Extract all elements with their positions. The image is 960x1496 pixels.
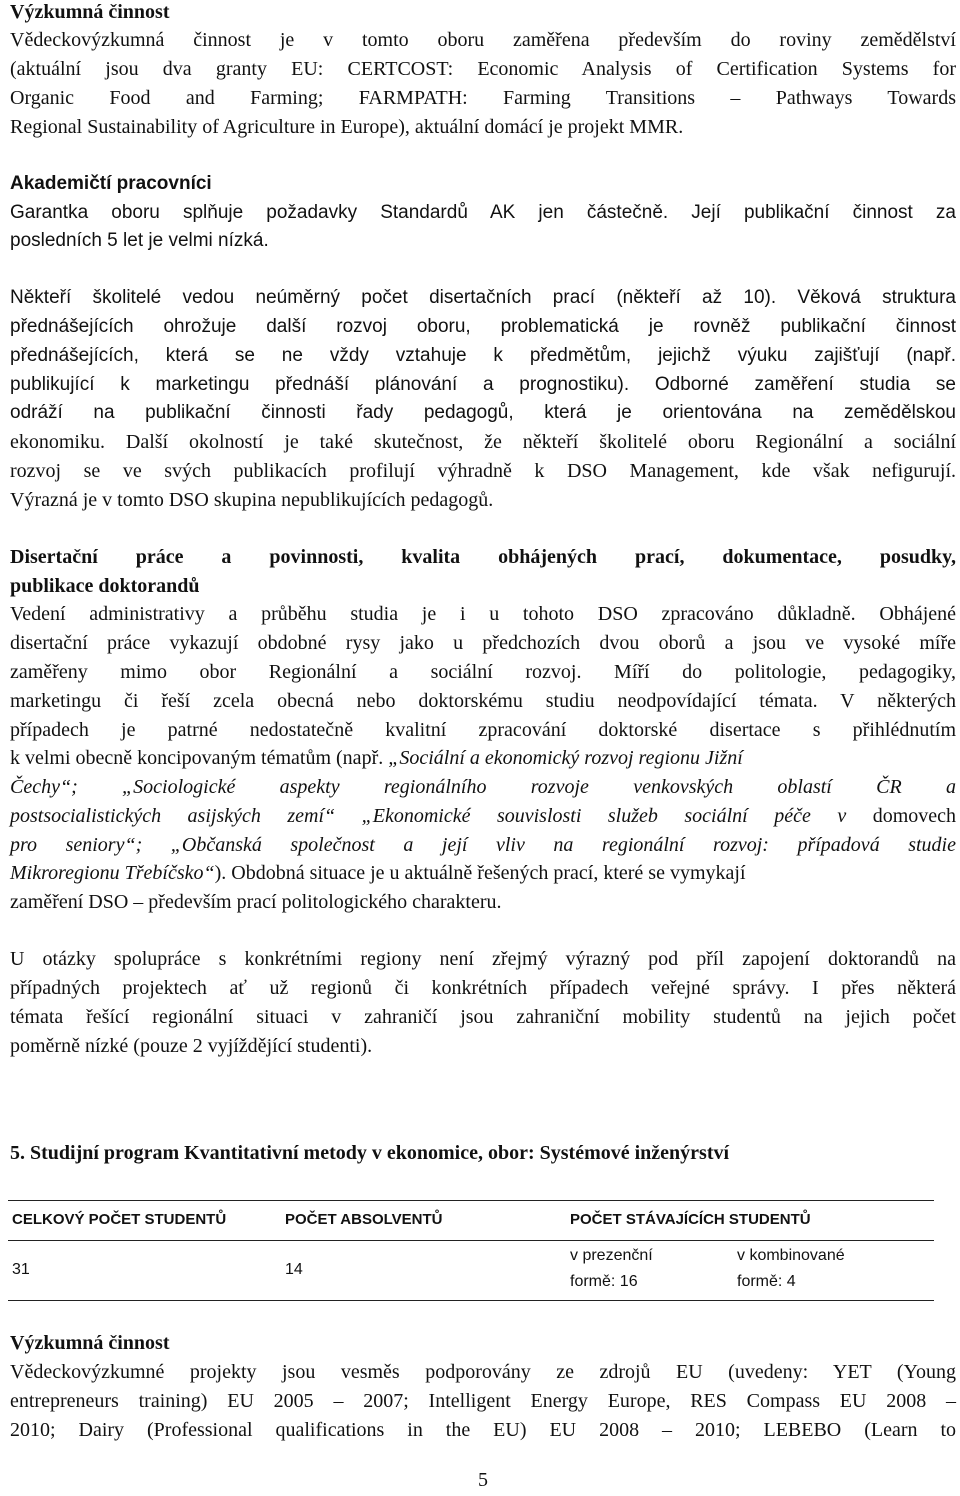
staff-p2-line-3: přednášejících, která se ne vždy vztahuje k předmětům, jejichž výuku zajišťují (např.: [10, 345, 956, 366]
thesis-line-1: Vedení administrativy a průběhu studia je i u tohoto DSO zpracováno důkladně. Obhájené: [10, 603, 956, 625]
table-fulltime-line-1: v prezenční: [570, 1247, 653, 1264]
heading-research: Výzkumná činnost: [10, 1, 170, 23]
staff-p1-line-2: posledních 5 let je velmi nízká.: [10, 230, 269, 251]
table-bottom-rule: [8, 1300, 934, 1301]
staff-p2-line-6: ekonomiku. Další okolností je také skutečnost, že někteří školitelé oboru Regionální a sociální: [10, 431, 956, 453]
thesis-line-8-tail: domovech: [872, 805, 957, 827]
table-combined-line-2: formě: 4: [737, 1273, 796, 1290]
thesis-title-3: postsocialistických asijských zemí“ „Ekonomické souvislosti služeb sociální péče v: [10, 805, 847, 827]
heading-staff: Akademičtí pracovníci: [10, 173, 212, 194]
cooperation-line-4: poměrně nízké (pouze 2 vyjíždějící studenti).: [10, 1035, 373, 1057]
heading-thesis-line-2: publikace doktorandů: [10, 575, 200, 597]
table-total-value: 31: [12, 1261, 30, 1278]
research-line-3: Organic Food and Farming; FARMPATH: Farming Transitions – Pathways Towards: [10, 87, 956, 109]
research-line-4: Regional Sustainability of Agriculture in Europe), aktuální domácí je projekt MMR.: [10, 116, 684, 138]
research-5-line-1: Vědeckovýzkumné projekty jsou vesměs podporovány ze zdrojů EU (uvedeny: YET (Young: [10, 1361, 956, 1383]
staff-p2-line-7: rozvoj se ve svých publikacích profilují výhradně k DSO Management, kde však nefigurují.: [10, 460, 956, 482]
staff-p2-line-4: publikující k marketingu přednáší plánování a prognostiku). Odborné zaměření studia se: [10, 374, 956, 395]
table-top-rule: [8, 1200, 934, 1201]
cooperation-line-1: U otázky spolupráce s konkrétními regiony není zřejmý výrazný pod příl zapojení doktorandů na: [10, 948, 956, 970]
heading-thesis-line-1: Disertační práce a povinnosti, kvalita obhájených prací, dokumentace, posudky,: [10, 546, 956, 568]
thesis-line-6: [10, 744, 956, 772]
research-line-2: (aktuální jsou dva granty EU: CERTCOST: Economic Analysis of Certification Systems for: [10, 58, 956, 80]
staff-p2-line-1: Někteří školitelé vedou neúměrný počet disertačních prací (někteří až 10). Věková struktura: [10, 287, 956, 308]
thesis-line-10: [10, 859, 956, 887]
research-5-line-2: entrepreneurs training) EU 2005 – 2007; Intelligent Energy Europe, RES Compass EU 2008 –: [10, 1390, 956, 1412]
table-header-total: CELKOVÝ POČET STUDENTŮ: [12, 1211, 227, 1228]
thesis-line-6-text: k velmi obecně koncipovaným tématům (např.: [10, 747, 384, 769]
thesis-title-5: Mikroregionu Třebíčsko“: [10, 862, 215, 884]
research-5-line-3: 2010; Dairy (Professional qualifications in the EU) EU 2008 – 2010; LEBEBO (Learn to: [10, 1419, 956, 1441]
thesis-line-2: disertační práce vykazují obdobné rysy jako u předchozích dvou oborů a jsou ve vysoké míře: [10, 632, 956, 654]
thesis-line-8: [10, 802, 956, 830]
table-header-current: POČET STÁVAJÍCÍCH STUDENTŮ: [570, 1211, 811, 1228]
table-header-rule: [8, 1240, 934, 1241]
thesis-line-3: zaměřeny mimo obor Regionální a sociální rozvoj. Míří do politologie, pedagogiky,: [10, 661, 956, 683]
page-number: 5: [478, 1469, 488, 1491]
research-line-1: Vědeckovýzkumná činnost je v tomto oboru zaměřena především do roviny zemědělství: [10, 29, 956, 51]
section-5-title: 5. Studijní program Kvantitativní metody v ekonomice, obor: Systémové inženýrství: [10, 1142, 730, 1164]
table-fulltime-line-2: formě: 16: [570, 1273, 638, 1290]
staff-p1-line-1: Garantka oboru splňuje požadavky Standardů AK jen částečně. Její publikační činnost za: [10, 202, 956, 223]
thesis-title-2: Čechy“; „Sociologické aspekty regionálního rozvoje venkovských oblastí ČR a: [10, 776, 956, 798]
cooperation-line-2: případných projektech ať už regionů či konkrétních případech veřejné správy. I přes některá: [10, 977, 956, 999]
staff-p2-line-5: odráží na publikační činnosti řady pedagogů, která je orientována na zemědělskou: [10, 402, 956, 423]
cooperation-line-3: témata řešící regionální situaci v zahraničí jsou zahraniční mobility studentů na jejich počet: [10, 1006, 956, 1028]
thesis-line-5: případech je patrné nedostatečně kvalitní zpracování doktorské disertace s přihlédnutím: [10, 719, 956, 741]
staff-p2-line-8: Výrazná je v tomto DSO skupina nepublikujících pedagogů.: [10, 489, 494, 511]
thesis-line-10-tail: ). Obdobná situace je u aktuálně řešených prací, které se vymykají: [214, 862, 746, 884]
heading-research-5: Výzkumná činnost: [10, 1332, 170, 1354]
thesis-title-1: „Sociální a ekonomický rozvoj regionu Jižní: [388, 747, 743, 769]
thesis-line-11: zaměření DSO – především prací politologického charakteru.: [10, 891, 502, 913]
table-header-graduates: POČET ABSOLVENTŮ: [285, 1211, 443, 1228]
thesis-line-4: marketingu či řeší zcela obecná nebo doktorskému studiu neodpovídající témata. V některých: [10, 690, 956, 712]
thesis-title-4: pro seniory“; „Občanská společnost a její vliv na regionální rozvoj: případová studie: [10, 834, 956, 856]
table-graduates-value: 14: [285, 1261, 303, 1278]
staff-p2-line-2: přednášejících ohrožuje další rozvoj oboru, problematická je rovněž publikační činnost: [10, 316, 956, 337]
table-combined-line-1: v kombinované: [737, 1247, 845, 1264]
